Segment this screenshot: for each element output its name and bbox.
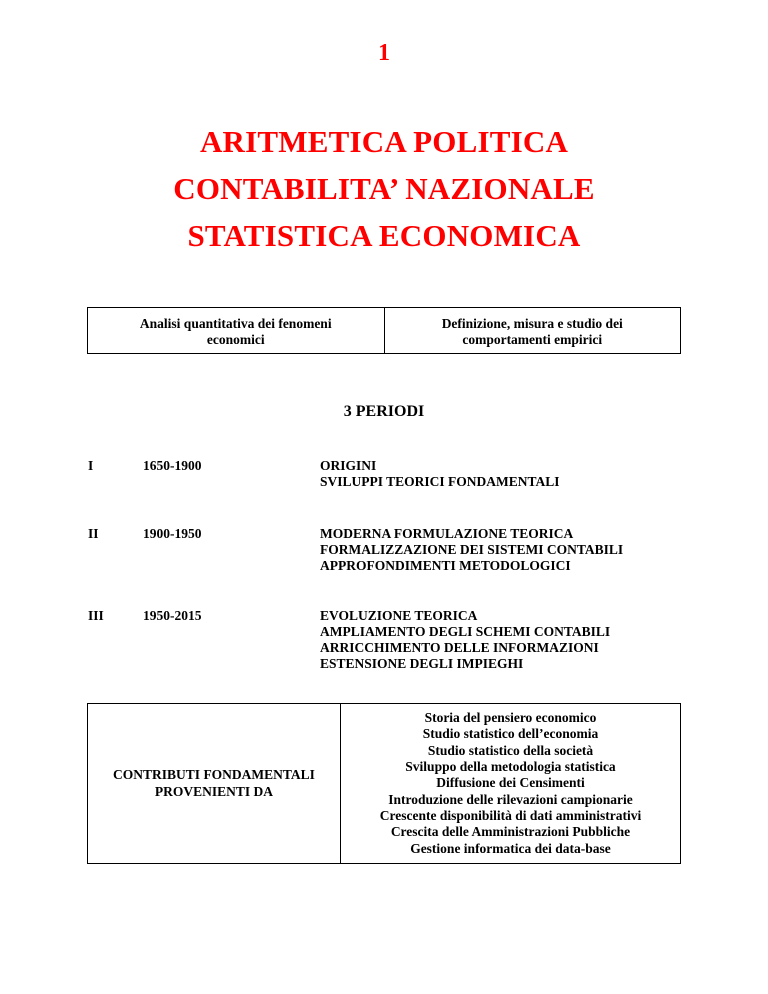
period-line: EVOLUZIONE TEORICA — [320, 608, 478, 623]
definition-left-line: Analisi quantitativa dei fenomeni — [139, 316, 332, 331]
definition-right-line: Definizione, misura e studio dei — [441, 316, 623, 331]
definition-left-cell — [88, 308, 385, 354]
title-line-2: CONTABILITA’ NAZIONALE — [173, 171, 595, 206]
period-numeral: I — [88, 458, 94, 473]
definition-right-cell — [384, 308, 681, 354]
period-description — [320, 608, 610, 672]
period-numeral: III — [88, 608, 104, 623]
period-line: FORMALIZZAZIONE DEI SISTEMI CONTABILI — [320, 542, 624, 557]
contributions-label-line: CONTRIBUTI FONDAMENTALI — [113, 767, 315, 783]
contribution-item: Studio statistico dell’economia — [422, 726, 599, 742]
contribution-item: Introduzione delle rilevazioni campionarie — [388, 791, 633, 807]
definition-box — [87, 307, 681, 354]
contribution-item: Storia del pensiero economico — [424, 710, 597, 726]
period-line: ARRICCHIMENTO DELLE INFORMAZIONI — [320, 640, 599, 655]
contributions-list-cell — [341, 704, 681, 864]
contribution-item: Gestione informatica dei data-base — [410, 840, 611, 856]
period-line: APPROFONDIMENTI METODOLOGICI — [320, 558, 571, 573]
contributions-label-cell — [88, 704, 341, 864]
contribution-item: Diffusione dei Censimenti — [436, 775, 585, 791]
title-line-3: STATISTICA ECONOMICA — [187, 218, 581, 253]
period-years: 1900-1950 — [143, 526, 202, 541]
period-line: MODERNA FORMULAZIONE TEORICA — [320, 526, 574, 541]
contribution-item: Crescita delle Amministrazioni Pubbliche — [390, 824, 631, 840]
contribution-item: Crescente disponibilità di dati amministrativi — [379, 807, 642, 823]
contribution-item: Studio statistico della società — [427, 742, 594, 758]
periods-heading: 3 PERIODI — [343, 403, 425, 420]
definition-right-line: comportamenti empirici — [462, 332, 603, 347]
period-line: ESTENSIONE DEGLI IMPIEGHI — [320, 656, 524, 671]
period-description — [320, 458, 560, 490]
period-line: SVILUPPI TEORICI FONDAMENTALI — [320, 474, 560, 489]
period-years: 1650-1900 — [143, 458, 202, 473]
page-number: 1 — [378, 40, 390, 66]
period-numeral: II — [88, 526, 99, 541]
title-line-1: ARITMETICA POLITICA — [199, 124, 569, 159]
period-line: AMPLIAMENTO DEGLI SCHEMI CONTABILI — [320, 624, 611, 639]
period-description — [320, 526, 623, 574]
period-line: ORIGINI — [320, 458, 377, 473]
contributions-box — [87, 703, 681, 864]
period-years: 1950-2015 — [143, 608, 202, 623]
definition-left-line: economici — [206, 332, 265, 347]
contributions-label-line: PROVENIENTI DA — [154, 783, 274, 799]
contribution-item: Sviluppo della metodologia statistica — [405, 759, 616, 775]
